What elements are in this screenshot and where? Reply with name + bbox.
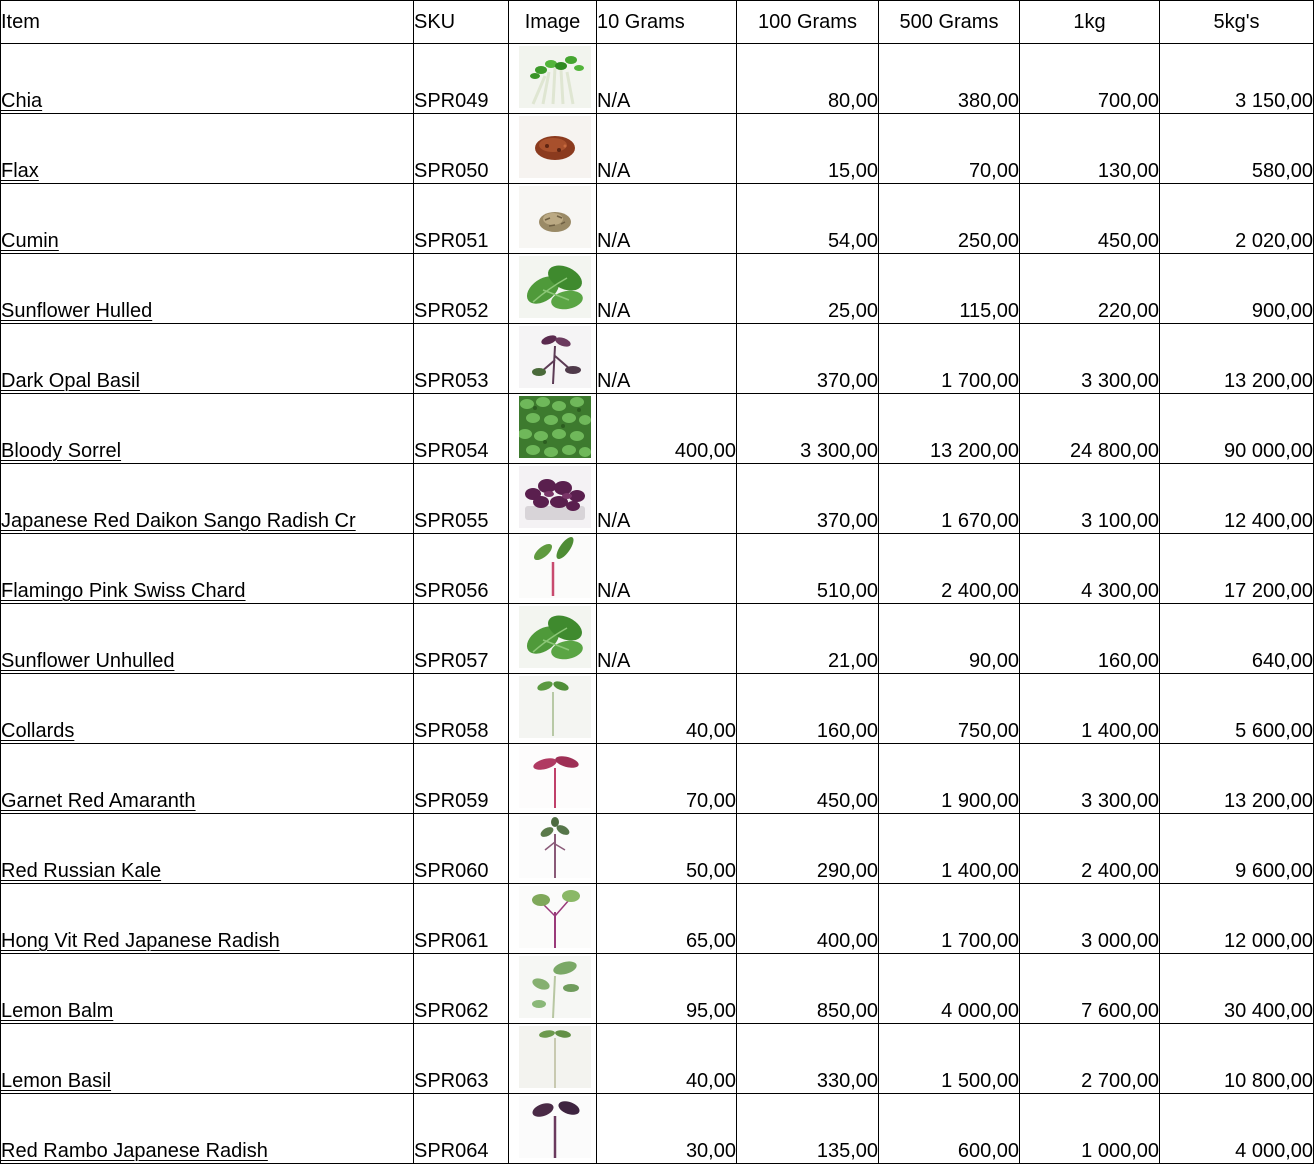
purple-sprout-tray-icon (519, 466, 591, 528)
price-1kg: 3 000,00 (1020, 884, 1160, 954)
price-5kgs: 4 000,00 (1160, 1094, 1314, 1164)
item-cell (1, 1024, 414, 1094)
table-row (1, 464, 1314, 534)
sku-cell: SPR055 (414, 464, 509, 534)
item-cell (1, 814, 414, 884)
sunflower-leaves-icon (519, 606, 591, 668)
seed-pile-tan-icon (519, 186, 591, 248)
table-row (1, 744, 1314, 814)
sku-cell: SPR064 (414, 1094, 509, 1164)
table-row (1, 674, 1314, 744)
leaf-bed-icon (519, 396, 591, 458)
price-1kg: 1 400,00 (1020, 674, 1160, 744)
item-link[interactable]: Lemon Balm (1, 1000, 114, 1022)
column-header-1kg: 1kg (1020, 1, 1160, 44)
item-cell (1, 254, 414, 324)
image-cell (509, 464, 597, 534)
item-link[interactable]: Red Rambo Japanese Radish (1, 1140, 268, 1162)
image-cell (509, 184, 597, 254)
price-10-grams: N/A (597, 114, 737, 184)
image-cell (509, 394, 597, 464)
image-cell (509, 44, 597, 114)
price-1kg: 700,00 (1020, 44, 1160, 114)
price-100-grams: 135,00 (737, 1094, 879, 1164)
image-cell (509, 744, 597, 814)
item-cell (1, 954, 414, 1024)
price-100-grams: 21,00 (737, 604, 879, 674)
item-cell (1, 604, 414, 674)
table-row (1, 1024, 1314, 1094)
price-100-grams: 400,00 (737, 884, 879, 954)
item-link[interactable]: Cumin (1, 230, 59, 252)
price-5kgs: 12 000,00 (1160, 884, 1314, 954)
price-100-grams: 330,00 (737, 1024, 879, 1094)
item-cell (1, 324, 414, 394)
price-10-grams: 40,00 (597, 674, 737, 744)
column-header-5kgs: 5kg's (1160, 1, 1314, 44)
header-row (1, 1, 1314, 44)
sku-cell: SPR057 (414, 604, 509, 674)
price-10-grams: 95,00 (597, 954, 737, 1024)
image-cell (509, 814, 597, 884)
price-10-grams: N/A (597, 534, 737, 604)
price-1kg: 3 300,00 (1020, 744, 1160, 814)
price-5kgs: 13 200,00 (1160, 324, 1314, 394)
item-link[interactable]: Chia (1, 90, 43, 112)
price-5kgs: 2 020,00 (1160, 184, 1314, 254)
image-cell (509, 954, 597, 1024)
price-1kg: 24 800,00 (1020, 394, 1160, 464)
green-sprout-icon (519, 676, 591, 738)
table-row (1, 394, 1314, 464)
price-5kgs: 10 800,00 (1160, 1024, 1314, 1094)
price-10-grams: 70,00 (597, 744, 737, 814)
table-row (1, 884, 1314, 954)
price-100-grams: 3 300,00 (737, 394, 879, 464)
price-100-grams: 160,00 (737, 674, 879, 744)
sku-cell: SPR059 (414, 744, 509, 814)
image-cell (509, 884, 597, 954)
table-row (1, 114, 1314, 184)
price-500-grams: 750,00 (879, 674, 1020, 744)
table-row (1, 1094, 1314, 1164)
table-row (1, 184, 1314, 254)
item-link[interactable]: Garnet Red Amaranth (1, 790, 196, 812)
price-500-grams: 2 400,00 (879, 534, 1020, 604)
radish-sprout-icon (519, 886, 591, 948)
column-header-10-grams: 10 Grams (597, 1, 737, 44)
item-link[interactable]: Sunflower Unhulled (1, 650, 175, 672)
item-cell (1, 44, 414, 114)
price-500-grams: 115,00 (879, 254, 1020, 324)
price-1kg: 3 100,00 (1020, 464, 1160, 534)
price-10-grams: 40,00 (597, 1024, 737, 1094)
pink-stem-sprout-icon (519, 536, 591, 598)
item-link[interactable]: Sunflower Hulled (1, 300, 153, 322)
item-cell (1, 184, 414, 254)
lemon-basil-sprout-icon (519, 1026, 591, 1088)
price-1kg: 7 600,00 (1020, 954, 1160, 1024)
price-500-grams: 1 900,00 (879, 744, 1020, 814)
image-cell (509, 1024, 597, 1094)
sku-cell: SPR054 (414, 394, 509, 464)
price-500-grams: 1 500,00 (879, 1024, 1020, 1094)
price-10-grams: N/A (597, 464, 737, 534)
item-cell (1, 464, 414, 534)
image-cell (509, 604, 597, 674)
item-cell (1, 744, 414, 814)
price-500-grams: 1 700,00 (879, 884, 1020, 954)
price-1kg: 160,00 (1020, 604, 1160, 674)
price-1kg: 450,00 (1020, 184, 1160, 254)
sku-cell: SPR061 (414, 884, 509, 954)
price-1kg: 4 300,00 (1020, 534, 1160, 604)
price-10-grams: 30,00 (597, 1094, 737, 1164)
purple-microgreen-icon (519, 326, 591, 388)
sku-cell: SPR049 (414, 44, 509, 114)
column-header-image: Image (509, 1, 597, 44)
price-5kgs: 13 200,00 (1160, 744, 1314, 814)
price-5kgs: 12 400,00 (1160, 464, 1314, 534)
item-cell (1, 534, 414, 604)
sku-cell: SPR056 (414, 534, 509, 604)
sku-cell: SPR053 (414, 324, 509, 394)
price-1kg: 3 300,00 (1020, 324, 1160, 394)
table-row (1, 954, 1314, 1024)
price-100-grams: 850,00 (737, 954, 879, 1024)
price-100-grams: 370,00 (737, 464, 879, 534)
sku-cell: SPR050 (414, 114, 509, 184)
dark-purple-sprout-icon (519, 1096, 591, 1158)
column-header-item: Item (1, 1, 414, 44)
sunflower-leaves-icon (519, 256, 591, 318)
red-amaranth-sprout-icon (519, 746, 591, 808)
price-10-grams: N/A (597, 324, 737, 394)
item-link[interactable]: Flax (1, 160, 39, 182)
table-row (1, 324, 1314, 394)
price-100-grams: 370,00 (737, 324, 879, 394)
item-link[interactable]: Lemon Basil (1, 1070, 112, 1092)
price-5kgs: 640,00 (1160, 604, 1314, 674)
price-5kgs: 5 600,00 (1160, 674, 1314, 744)
table-row (1, 814, 1314, 884)
column-header-500-grams: 500 Grams (879, 1, 1020, 44)
image-cell (509, 254, 597, 324)
sku-cell: SPR052 (414, 254, 509, 324)
price-10-grams: N/A (597, 254, 737, 324)
price-10-grams: N/A (597, 604, 737, 674)
price-500-grams: 1 700,00 (879, 324, 1020, 394)
sku-cell: SPR051 (414, 184, 509, 254)
price-5kgs: 580,00 (1160, 114, 1314, 184)
table-row (1, 534, 1314, 604)
price-5kgs: 17 200,00 (1160, 534, 1314, 604)
price-500-grams: 90,00 (879, 604, 1020, 674)
sku-cell: SPR062 (414, 954, 509, 1024)
price-10-grams: 400,00 (597, 394, 737, 464)
price-500-grams: 13 200,00 (879, 394, 1020, 464)
item-cell (1, 1094, 414, 1164)
item-link[interactable]: Japanese Red Daikon Sango Radish Cr (1, 510, 356, 532)
image-cell (509, 1094, 597, 1164)
price-5kgs: 3 150,00 (1160, 44, 1314, 114)
image-cell (509, 674, 597, 744)
item-link[interactable]: Collards (1, 720, 75, 742)
price-100-grams: 25,00 (737, 254, 879, 324)
lemon-balm-sprout-icon (519, 956, 591, 1018)
price-500-grams: 250,00 (879, 184, 1020, 254)
image-cell (509, 324, 597, 394)
item-cell (1, 394, 414, 464)
price-1kg: 2 400,00 (1020, 814, 1160, 884)
price-500-grams: 1 400,00 (879, 814, 1020, 884)
image-cell (509, 114, 597, 184)
price-1kg: 220,00 (1020, 254, 1160, 324)
price-1kg: 2 700,00 (1020, 1024, 1160, 1094)
price-500-grams: 600,00 (879, 1094, 1020, 1164)
item-link[interactable]: Flamingo Pink Swiss Chard (1, 580, 246, 602)
price-100-grams: 54,00 (737, 184, 879, 254)
price-5kgs: 30 400,00 (1160, 954, 1314, 1024)
price-5kgs: 90 000,00 (1160, 394, 1314, 464)
sku-cell: SPR060 (414, 814, 509, 884)
price-100-grams: 15,00 (737, 114, 879, 184)
column-header-100-grams: 100 Grams (737, 1, 879, 44)
table-row (1, 254, 1314, 324)
sprout-cluster-icon (519, 46, 591, 108)
image-cell (509, 534, 597, 604)
price-500-grams: 70,00 (879, 114, 1020, 184)
kale-sprout-icon (519, 816, 591, 878)
item-link[interactable]: Bloody Sorrel (1, 440, 122, 462)
price-500-grams: 380,00 (879, 44, 1020, 114)
item-cell (1, 114, 414, 184)
sku-cell: SPR063 (414, 1024, 509, 1094)
price-10-grams: N/A (597, 184, 737, 254)
seed-pile-brown-icon (519, 116, 591, 178)
price-500-grams: 1 670,00 (879, 464, 1020, 534)
price-500-grams: 4 000,00 (879, 954, 1020, 1024)
price-100-grams: 290,00 (737, 814, 879, 884)
price-100-grams: 510,00 (737, 534, 879, 604)
price-1kg: 130,00 (1020, 114, 1160, 184)
item-link[interactable]: Red Russian Kale (1, 860, 162, 882)
item-link[interactable]: Dark Opal Basil (1, 370, 140, 392)
price-10-grams: 50,00 (597, 814, 737, 884)
sku-cell: SPR058 (414, 674, 509, 744)
item-cell (1, 884, 414, 954)
price-100-grams: 80,00 (737, 44, 879, 114)
price-10-grams: 65,00 (597, 884, 737, 954)
price-100-grams: 450,00 (737, 744, 879, 814)
price-10-grams: N/A (597, 44, 737, 114)
table-row (1, 604, 1314, 674)
item-link[interactable]: Hong Vit Red Japanese Radish (1, 930, 280, 952)
price-1kg: 1 000,00 (1020, 1094, 1160, 1164)
price-5kgs: 900,00 (1160, 254, 1314, 324)
table-row (1, 44, 1314, 114)
item-cell (1, 674, 414, 744)
column-header-sku: SKU (414, 1, 509, 44)
price-5kgs: 9 600,00 (1160, 814, 1314, 884)
